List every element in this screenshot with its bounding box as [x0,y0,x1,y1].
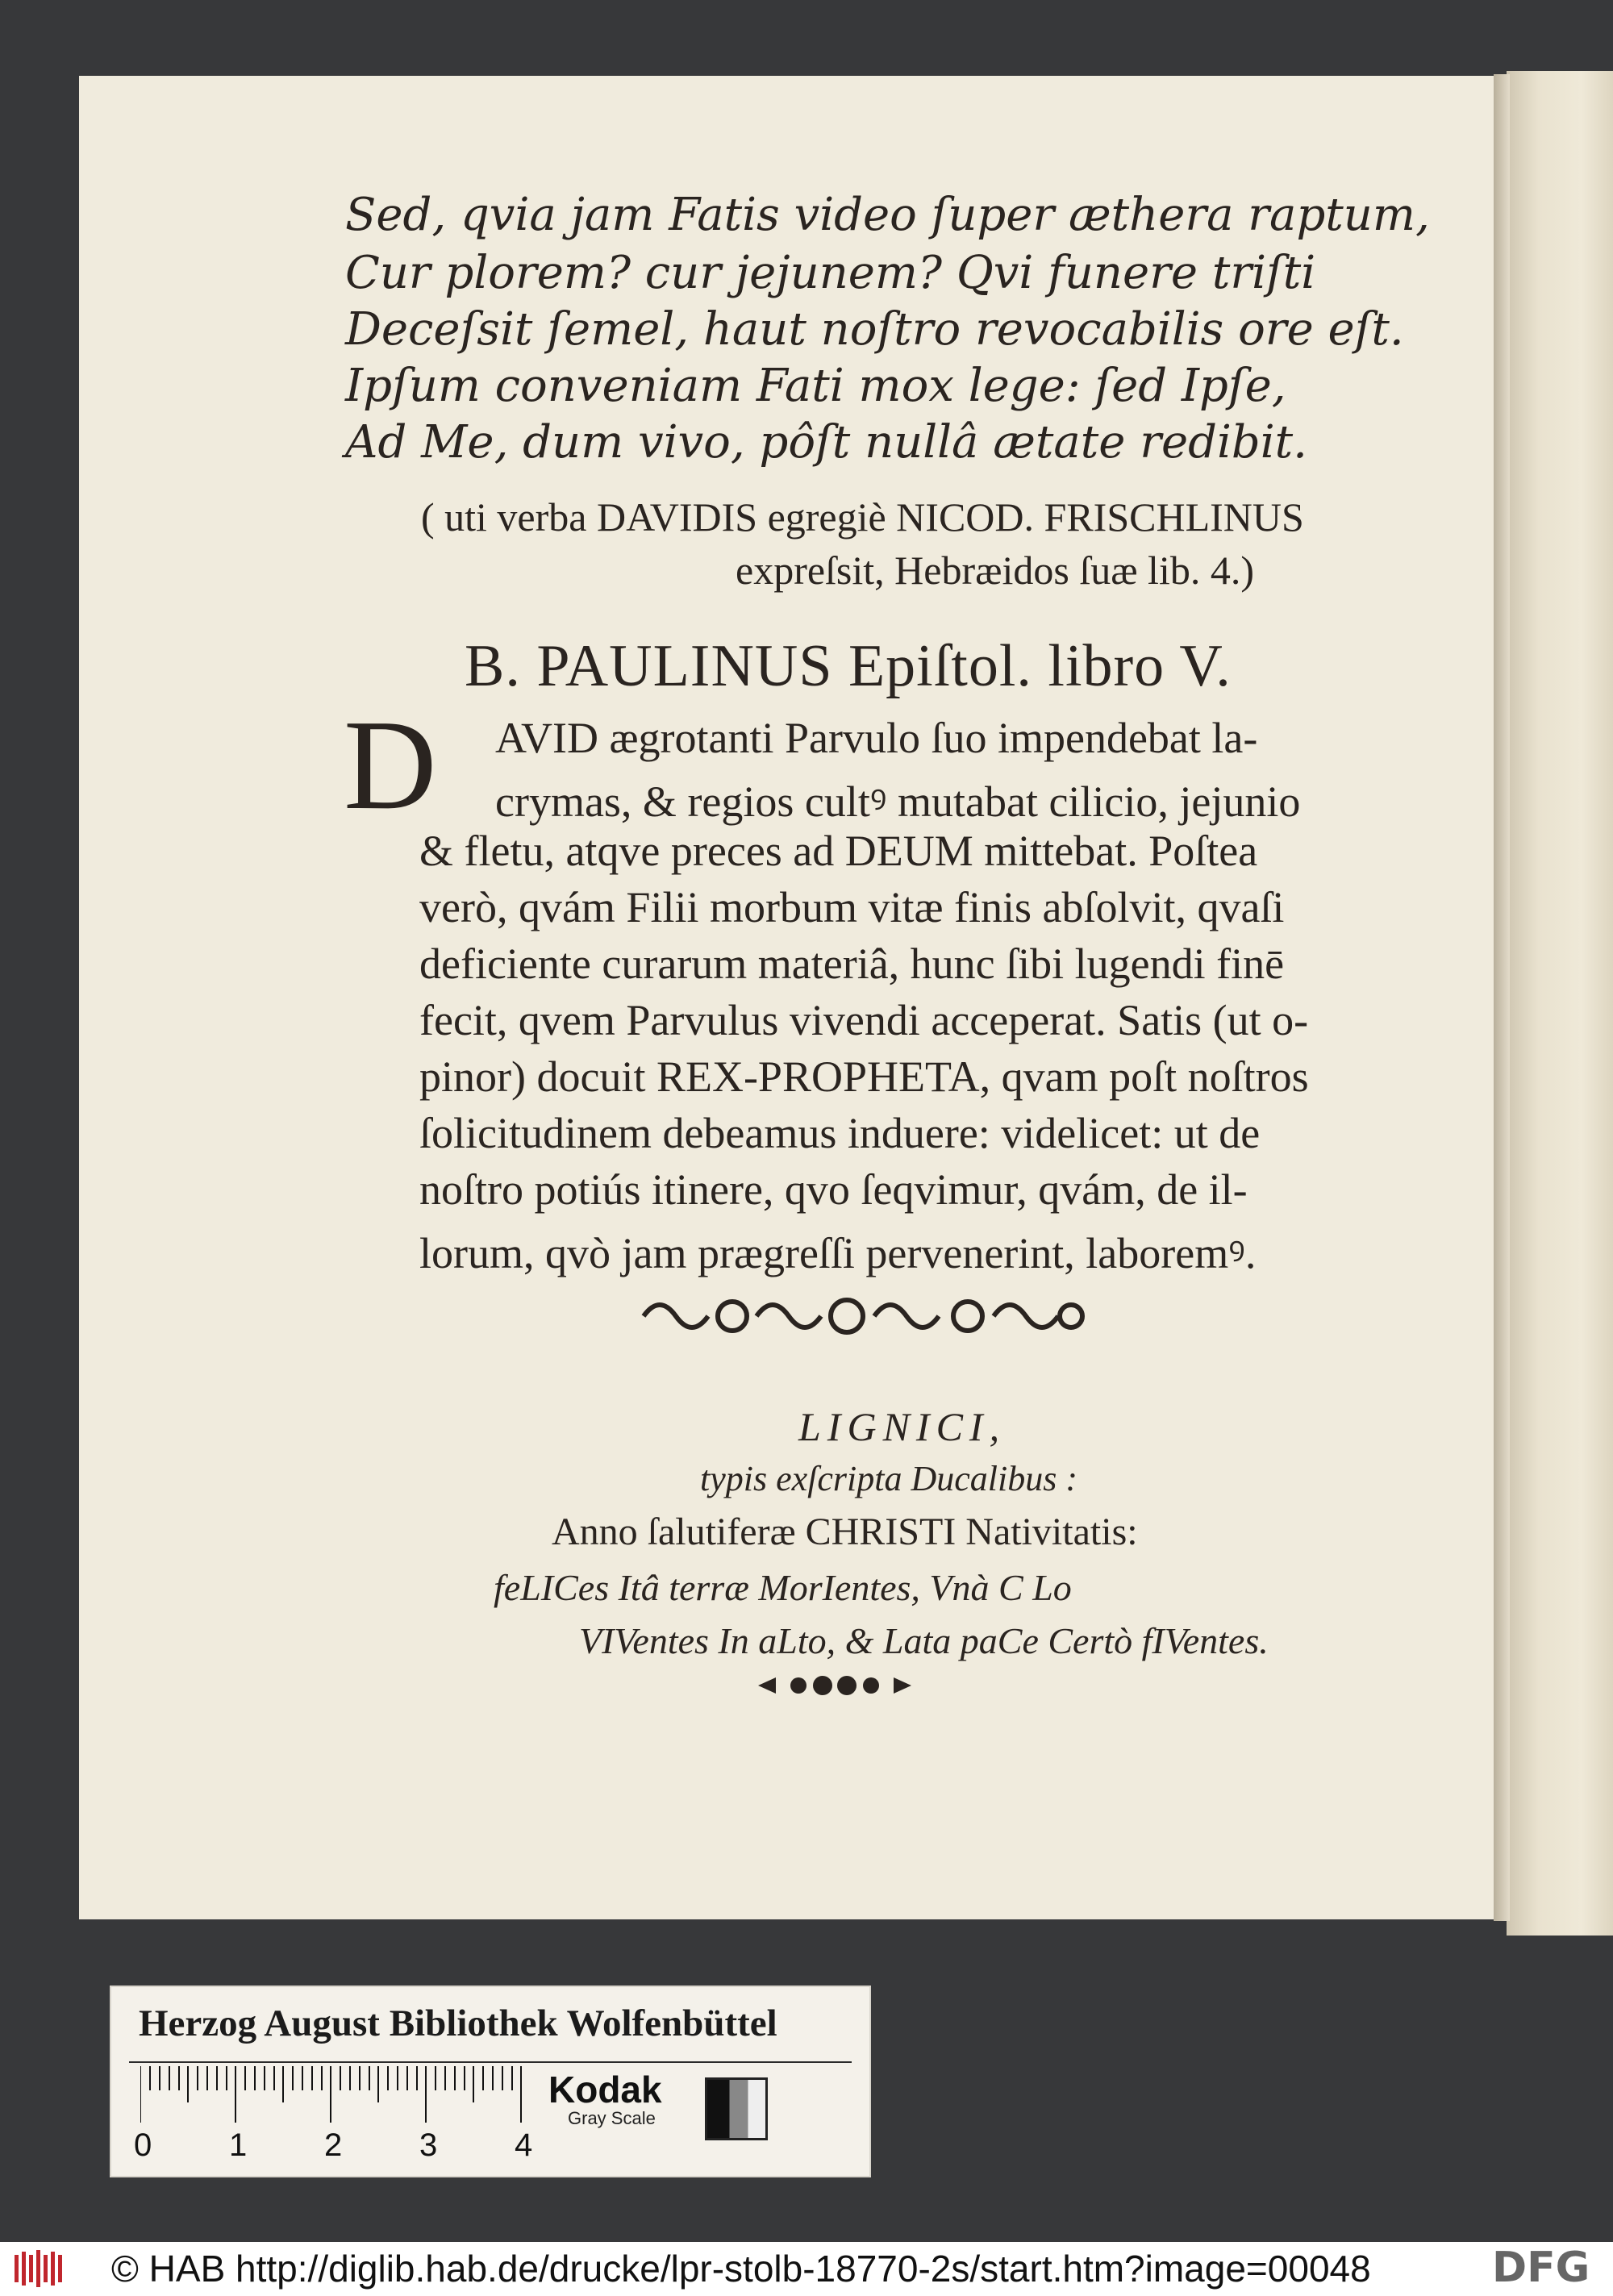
prose-line-6: fecit, qvem Parvulus vivendi acceperat. Satis (ut o- [419,996,1309,1044]
card-divider [129,2061,852,2063]
section-heading: B. PAULINUS Epiſtol. libro V. [465,633,1232,699]
prose-line-4: verò, qvám Filii morbum vitæ finis abſolvit, qvaſi [419,883,1285,931]
ornament-band [636,1290,1090,1342]
prose-line-5: deficiente curarum materiâ, hunc ſibi lugendi finē [419,940,1285,988]
ruler-label-3: 3 [419,2127,438,2163]
colophon-anno: Anno ſalutiferæ CHRISTI Nativitatis: [552,1511,1138,1553]
prose-line-9: noſtro potiús itinere, qvo ſeqvimur, qvám, de il- [419,1165,1248,1214]
prose-line-7: pinor) docuit REX-PROPHETA, qvam poſt noſtros [419,1052,1309,1101]
color-scale-card [110,1986,871,2177]
verse-line-3: Deceſsit ſemel, haut noſtro revocabilis ore eſt. [345,303,1404,356]
page-gutter [1494,74,1510,1921]
chronogram-line-1: feLICes Itâ terræ MorIentes, Vnà C Lo [494,1567,1072,1608]
small-ornament [758,1669,911,1702]
citation-line-1: ( uti verba DAVIDIS egregiè NICOD. FRISCHLINUS [421,494,1304,540]
library-name: Herzog August Bibliothek Wolfenbüttel [139,2002,777,2044]
verse-line-4: Ipſum conveniam Fati mox lege: ſed Ipſe, [345,360,1286,412]
book-edge [1507,71,1613,1936]
prose-line-1: AVID ægrotanti Parvulo ſuo impendebat la- [495,714,1258,762]
verse-line-5: Ad Me, dum vivo, pôſt nullâ ætate redibit. [345,416,1307,469]
gray-swatch [705,2077,768,2140]
chronogram-line-2: VIVentes In aLto, & Lata paCe Certò fIVentes. [579,1620,1269,1661]
ruler-label-1: 1 [229,2127,248,2163]
colophon-printer: typis exſcripta Ducalibus : [700,1459,1078,1498]
ruler-label-0: 0 [134,2127,152,2163]
prose-line-8: ſolicitudinem debeamus induere: videlicet: ut de [419,1109,1261,1157]
colophon-place: LIGNICI, [798,1404,1007,1449]
drop-cap: D [344,693,437,836]
footer-url: © HAB http://diglib.hab.de/drucke/lpr-stolb-18770-2s/start.htm?image=00048 [111,2248,1371,2290]
citation-line-2: expreſsit, Hebræidos ſuæ lib. 4.) [736,548,1254,593]
verse-line-1: Sed, qvia jam Fatis video ſuper æthera raptum, [345,189,1430,241]
prose-line-2: crymas, & regios cultꝰ mutabat cilicio, jejunio [495,777,1301,826]
gray-scale-label: Gray Scale [568,2108,656,2128]
prose-line-3: & fletu, atqve preces ad DEUM mittebat. Poſtea [419,827,1258,875]
ruler-label-2: 2 [324,2127,343,2163]
footer-bar [0,2242,1613,2296]
ruler-label-4: 4 [515,2127,533,2163]
verse-line-2: Cur plorem? cur jejunem? Qvi funere triſti [345,247,1316,299]
dfg-logo: DFG [1492,2244,1590,2292]
kodak-logo: Kodak [548,2069,662,2111]
hab-logo-icon [15,2250,68,2287]
prose-line-10: lorum, qvò jam prægreſſi pervenerint, laboremꝰ. [419,1229,1257,1277]
